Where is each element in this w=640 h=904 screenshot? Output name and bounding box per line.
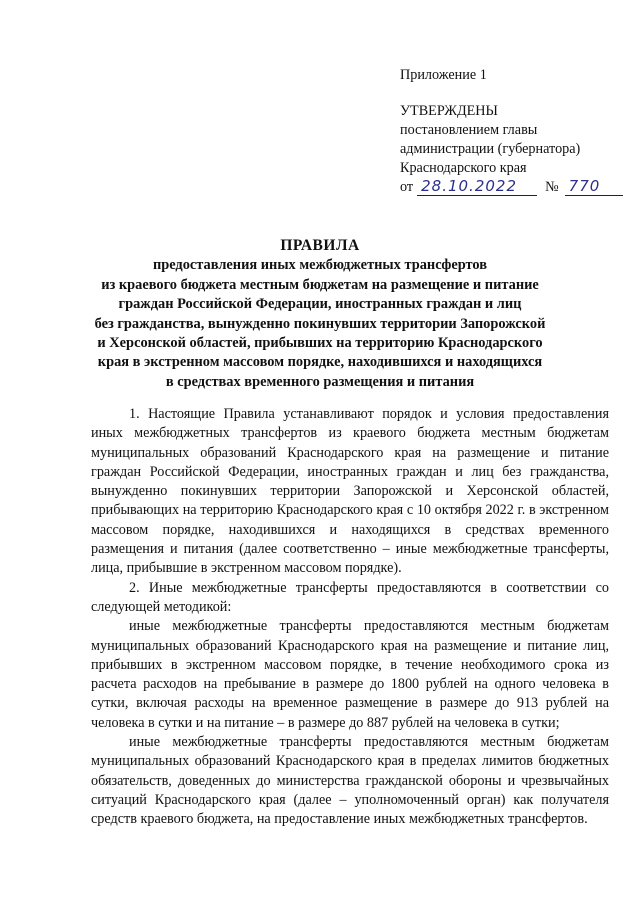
approval-block xyxy=(400,66,630,197)
title-line: без гражданства, вынужденно покинувших территории Запорожской xyxy=(94,315,546,332)
approval-line-2: администрации (губернатора) xyxy=(400,141,581,157)
title-line: в средствах временного размещения и питания xyxy=(165,373,475,390)
handwritten-date: 28.10.2022 xyxy=(417,178,537,196)
title-heading: ПРАВИЛА xyxy=(280,237,360,254)
paragraph: иные межбюджетные трансферты предоставляются местным бюджетам муниципальных образований Краснодарского края на размещение и питание лиц, прибывших в экстренном массовом порядке, в течение необходимого срока из расчета расходов на пребывание в размере до 1800 рублей на одного человека в сутки, включая расходы на временное размещение в размере до 913 рублей на человека в сутки и на питание – в размере до 887 рублей на человека в сутки; xyxy=(91,618,609,731)
spacer xyxy=(400,85,630,102)
title-line: края в экстренном массовом порядке, находившихся и находящихся xyxy=(97,354,543,371)
paragraph: 2. Иные межбюджетные трансферты предоставляются в соответствии со следующей методикой: xyxy=(91,579,609,615)
title-line: предоставления иных межбюджетных трансфертов xyxy=(152,257,488,274)
date-number-line xyxy=(400,178,630,197)
date-prefix: от xyxy=(400,179,414,195)
document-body xyxy=(91,405,609,830)
approval-line-1: постановлением главы xyxy=(400,122,538,138)
title-line: из краевого бюджета местным бюджетам на размещение и питание xyxy=(101,276,539,293)
document-title xyxy=(0,236,640,392)
number-sign: № xyxy=(545,179,559,195)
title-line: граждан Российской Федерации, иностранных граждан и лиц xyxy=(118,296,522,313)
paragraph: 1. Настоящие Правила устанавливают порядок и условия предоставления иных межбюджетных трансфертов из краевого бюджета местным бюджетам муниципальных образований Краснодарского края на размещение и питание граждан Российской Федерации, иностранных граждан и лиц без гражданства, вынужденно покинувших территории Запорожской и Херсонской областей, прибывающих на территорию Краснодарского края с 10 октября 2022 г. в экстренном массовом порядке, находившихся и находящихся в средствах временного размещения и питания (далее соответственно – иные межбюджетные трансферты, лица, прибывшие в экстренном массовом порядке). xyxy=(91,406,609,577)
title-line: и Херсонской областей, прибывших на территорию Краснодарского xyxy=(97,335,543,352)
handwritten-number: 770 xyxy=(565,178,623,196)
appendix-label: Приложение 1 xyxy=(400,67,487,83)
paragraph: иные межбюджетные трансферты предоставляются местным бюджетам муниципальных образований Краснодарского края в пределах лимитов бюджетных обязательств, доведенных до министерства гражданской обороны и чрезвычайных ситуаций Краснодарского края (далее – уполномоченный орган) как получателя средств краевого бюджета, на предоставление иных межбюджетных трансфертов. xyxy=(91,734,609,828)
approval-line-3: Краснодарского края xyxy=(400,160,527,176)
approved-label: УТВЕРЖДЕНЫ xyxy=(400,103,498,119)
